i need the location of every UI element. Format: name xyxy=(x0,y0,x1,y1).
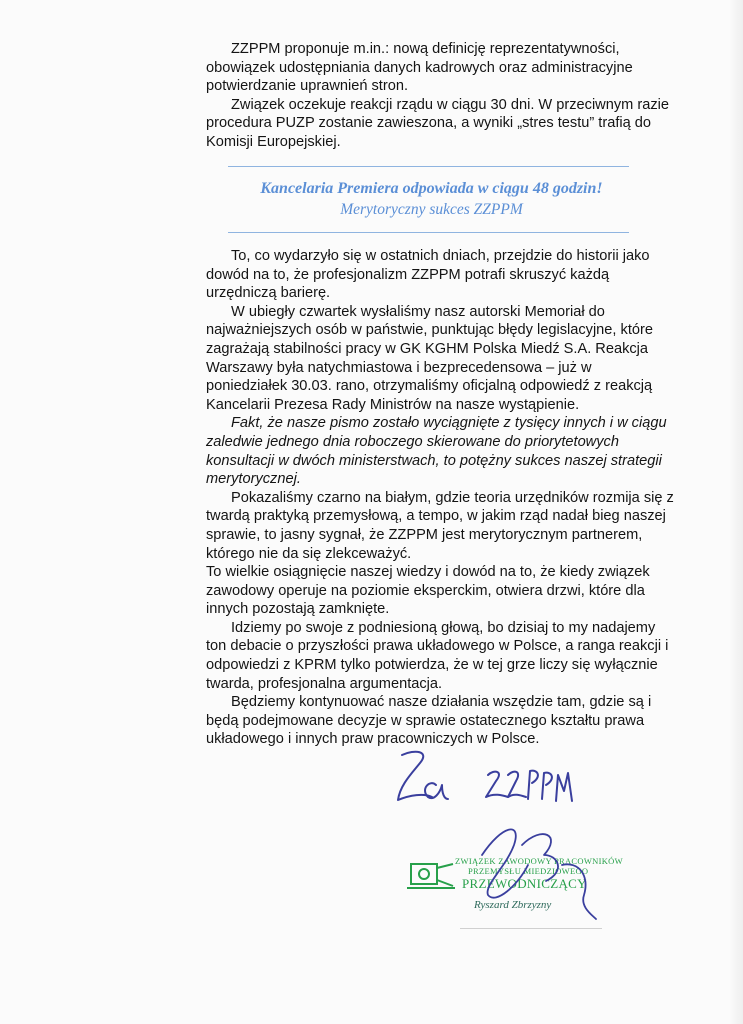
body-paragraph-3: Fakt, że nasze pismo zostało wyciągnięte z tysięcy innych i w ciągu zaledwie jednego dnia roboczego skierowane do priorytetowych konsultacji w dwóch ministerstwach, to potężny sukces naszej strategii merytorycznej. xyxy=(206,415,667,488)
signature-line xyxy=(460,928,602,929)
handwritten-za-zzppm xyxy=(390,745,580,820)
stamp-line-1: ZWIĄZEK ZAWODOWY PRACOWNIKÓW xyxy=(455,856,623,866)
divider-bottom xyxy=(228,232,629,233)
body-paragraph-1: To, co wydarzyło się w ostatnich dniach, przejdzie do historii jako dowód na to, że profesjonalizm ZZPPM potrafi skruszyć każdą urzędniczą barierę. xyxy=(206,248,650,302)
stamp-line-2: PRZEMYSŁU MIEDZIOWEGO xyxy=(468,866,589,876)
stamp-title: PRZEWODNICZĄCY xyxy=(462,876,587,891)
stamp-logo-icon xyxy=(405,858,459,892)
intro-text xyxy=(206,40,676,152)
headline-subtitle: Merytoryczny sukces ZZPPM xyxy=(340,201,523,218)
signer-name: Ryszard Zbrzyzny xyxy=(474,899,552,911)
scan-edge-shadow xyxy=(729,0,743,1024)
chairman-signature xyxy=(462,815,602,930)
intro-paragraph-1: ZZPPM proponuje m.in.: nową definicję reprezentatywności, obowiązek udostępniania danych kadrowych oraz administracyjne potwierdzanie uprawnień stron. xyxy=(206,41,633,95)
body-paragraph-7: Będziemy kontynuować nasze działania wszędzie tam, gdzie są i będą podejmowane decyzje w sprawie ostatecznego kształtu prawa układowego i innych praw pracowniczych w Polsce. xyxy=(206,694,652,748)
divider-top xyxy=(228,166,629,167)
intro-paragraph-2: Związek oczekuje reakcji rządu w ciągu 30 dni. W przeciwnym razie procedura PUZP zostanie zawieszona, a wyniki „stres testu” trafią do Komisji Europejskiej. xyxy=(206,96,669,150)
body-paragraph-4: Pokazaliśmy czarno na białym, gdzie teoria urzędników rozmija się z twardą praktyką przemysłową, a tempo, w jakim rząd nadał bieg naszej sprawie, to jasny sygnał, że ZZPPM jest merytorycznym partnerem, którego nie da się zlekceważyć. xyxy=(206,489,674,562)
body-text xyxy=(206,247,676,749)
body-paragraph-5: To wielkie osiągnięcie naszej wiedzy i dowód na to, że kiedy związek zawodowy operuje na poziomie eksperckim, otwiera drzwi, które dla innych pozostają zamknięte. xyxy=(206,564,650,618)
headline-title: Kancelaria Premiera odpowiada w ciągu 48 godzin! xyxy=(260,180,603,197)
body-paragraph-6: Idziemy po swoje z podniesioną głową, bo dzisiaj to my nadajemy ton debacie o przyszłości prawa układowego w Polsce, a ranga reakcji i odpowiedzi z KPRM tylko potwierdza, że w tej grze liczy się wyłącznie twarda, profesjonalna argumentacja. xyxy=(206,619,669,692)
body-paragraph-2: W ubiegły czwartek wysłaliśmy nasz autorski Memoriał do najważniejszych osób w państwie, punktując błędy legislacyjne, które zagrażają stabilności pracy w GK KGHM Polska Miedź S.A. Reakcja Warszawy była natychmiastowa i bezprecedensowa – już w poniedziałek 30.03. rano, otrzymaliśmy oficjalną odpowiedź z reakcją Kancelarii Prezesa Rady Ministrów na nasze wystąpienie. xyxy=(206,303,653,413)
